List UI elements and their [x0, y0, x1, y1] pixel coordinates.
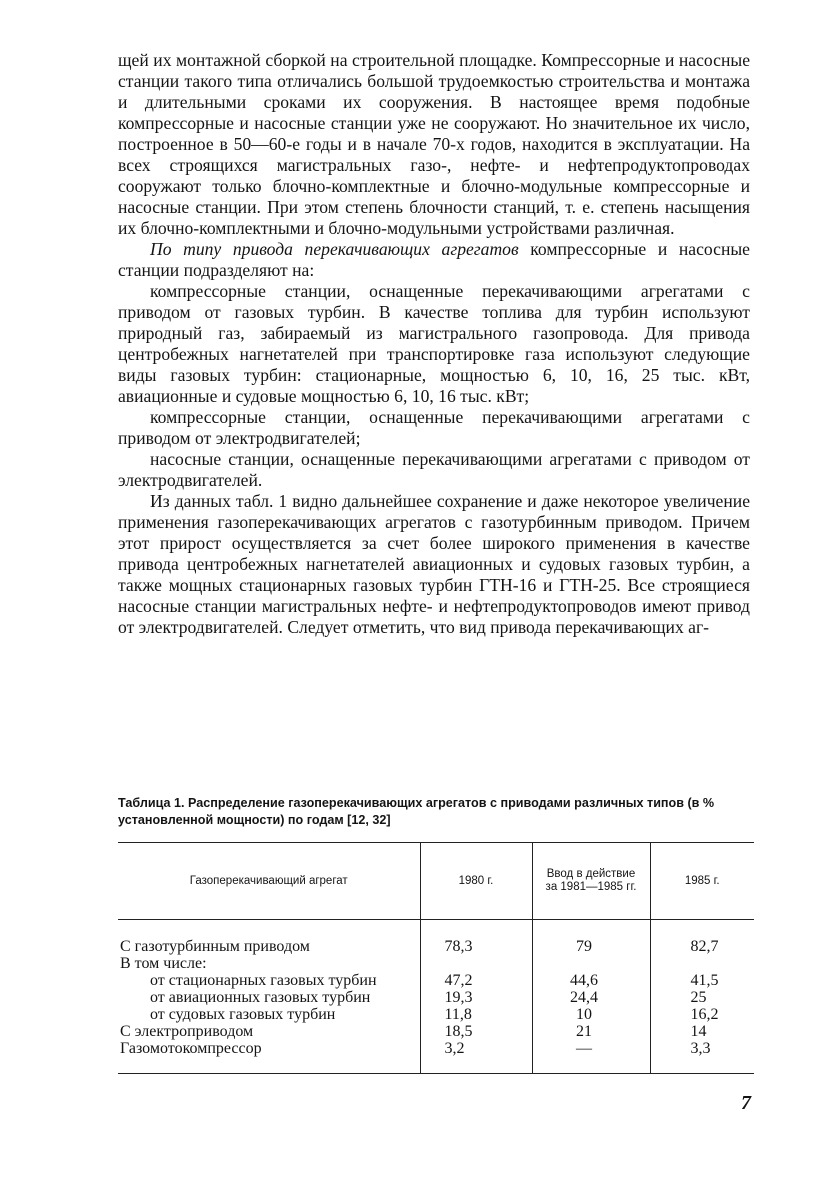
table-row — [118, 955, 754, 972]
cell-1980: 47,2 — [420, 972, 532, 989]
cell-commissioning: 24,4 — [532, 989, 650, 1006]
row-label: В том числе: — [120, 955, 207, 972]
row-label: от стационарных газовых турбин — [150, 972, 377, 989]
table-row — [118, 1040, 754, 1074]
table-header-row — [118, 843, 754, 920]
paragraph-drive-types — [118, 239, 750, 281]
row-label: от авиационных газовых турбин — [150, 989, 371, 1006]
cell-commissioning: 79 — [532, 920, 650, 956]
cell-1985: 3,3 — [650, 1040, 754, 1074]
cell-1980: 78,3 — [420, 920, 532, 956]
body-text — [118, 50, 750, 638]
cell-commissioning — [532, 955, 650, 972]
cell-1985: 41,5 — [650, 972, 754, 989]
distribution-table — [118, 842, 754, 1074]
table-row — [118, 972, 754, 989]
cell-1980: 19,3 — [420, 989, 532, 1006]
row-label: от судовых газовых турбин — [150, 1006, 336, 1023]
cell-1985: 14 — [650, 1023, 754, 1040]
row-label: С электроприводом — [120, 1023, 254, 1040]
header-unit-type: Газоперекачивающий агрегат — [118, 843, 420, 920]
paragraph-table-discussion: Из данных табл. 1 видно дальнейшее сохранение и даже некоторое увеличение применения газоперекачивающих агрегатов с газотурбинным приводом. Причем этот прирост осуществляется за счет более широкого применения в качестве привода центробежных нагнетателей авиационных и судовых газовых турбин, а также мощных стационарных газовых турбин ГТН-16 и ГТН-25. Все строящиеся насосные станции магистральных нефте- и нефтепродуктопроводов имеют привод от электродвигателей. Следует отметить, что вид привода перекачивающих аг- — [118, 491, 750, 637]
list-item-gas-turbine-stations: компрессорные станции, оснащенные перекачивающими агрегатами с приводом от газовых турбин. В качестве топлива для турбин используют природный газ, забираемый из магистрального газопровода. Для привода центробежных нагнетателей при транспортировке газа используют следующие виды газовых турбин: стационарные, мощностью 6, 10, 16, 25 тыс. кВт, авиационные и судовые мощностью 6, 10, 16 тыс. кВт; — [118, 281, 750, 406]
table-row — [118, 989, 754, 1006]
paragraph-drive-types-text: компрессорные и насосные станции подразделяют на: — [118, 239, 750, 280]
list-item-pump-stations: насосные станции, оснащенные перекачивающими агрегатами с приводом от электродвигателей. — [118, 449, 750, 490]
table-row — [118, 1006, 754, 1023]
row-label: С газотурбинным приводом — [120, 938, 310, 955]
header-commissioning — [532, 843, 650, 920]
cell-commissioning: 10 — [532, 1006, 650, 1023]
cell-1985 — [650, 955, 754, 972]
paragraph-continuation: щей их монтажной сборкой на строительной площадке. Компрессорные и насосные станции такого типа отличались большой трудоемкостью строительства и монтажа и длительными сроками их сооружения. В настоящее время подобные компрессорные и насосные станции уже не сооружают. Но значительное их число, построенное в 50—60-е годы и в начале 70-х годов, находится в эксплуатации. На всех строящихся магистральных газо-, нефте- и нефтепродуктопроводах сооружают только блочно-комплектные и блочно-модульные компрессорные и насосные станции. При этом степень блочности станций, т. е. степень насыщения их блочно-комплектными и блочно-модульными устройствами различная. — [118, 50, 750, 238]
table-caption: Таблица 1. Распределение газоперекачивающих агрегатов с приводами различных типов (в % установленной мощности) по годам [12, 32] — [118, 796, 715, 827]
row-label: Газомотокомпрессор — [118, 1040, 420, 1074]
header-1985: 1985 г. — [650, 843, 754, 920]
cell-1980: 11,8 — [420, 1006, 532, 1023]
emphasis-drive-type: По типу привода перекачивающих агрегатов — [150, 239, 519, 259]
cell-1980 — [420, 955, 532, 972]
cell-commissioning: 44,6 — [532, 972, 650, 989]
table-row — [118, 920, 754, 956]
table-row — [118, 1023, 754, 1040]
header-1980: 1980 г. — [420, 843, 532, 920]
list-item-electric-compressor-stations: компрессорные станции, оснащенные перекачивающими агрегатами с приводом от электродвигателей; — [118, 407, 750, 448]
header-commissioning-text: Ввод в действие за 1981—1985 гг. — [545, 868, 637, 893]
cell-1980: 18,5 — [420, 1023, 532, 1040]
cell-1985: 82,7 — [650, 920, 754, 956]
cell-commissioning: 21 — [532, 1023, 650, 1040]
cell-1985: 16,2 — [650, 1006, 754, 1023]
cell-1985: 25 — [650, 989, 754, 1006]
cell-1980: 3,2 — [420, 1040, 532, 1074]
cell-commissioning: — — [532, 1040, 650, 1074]
page-number: 7 — [741, 1092, 751, 1114]
